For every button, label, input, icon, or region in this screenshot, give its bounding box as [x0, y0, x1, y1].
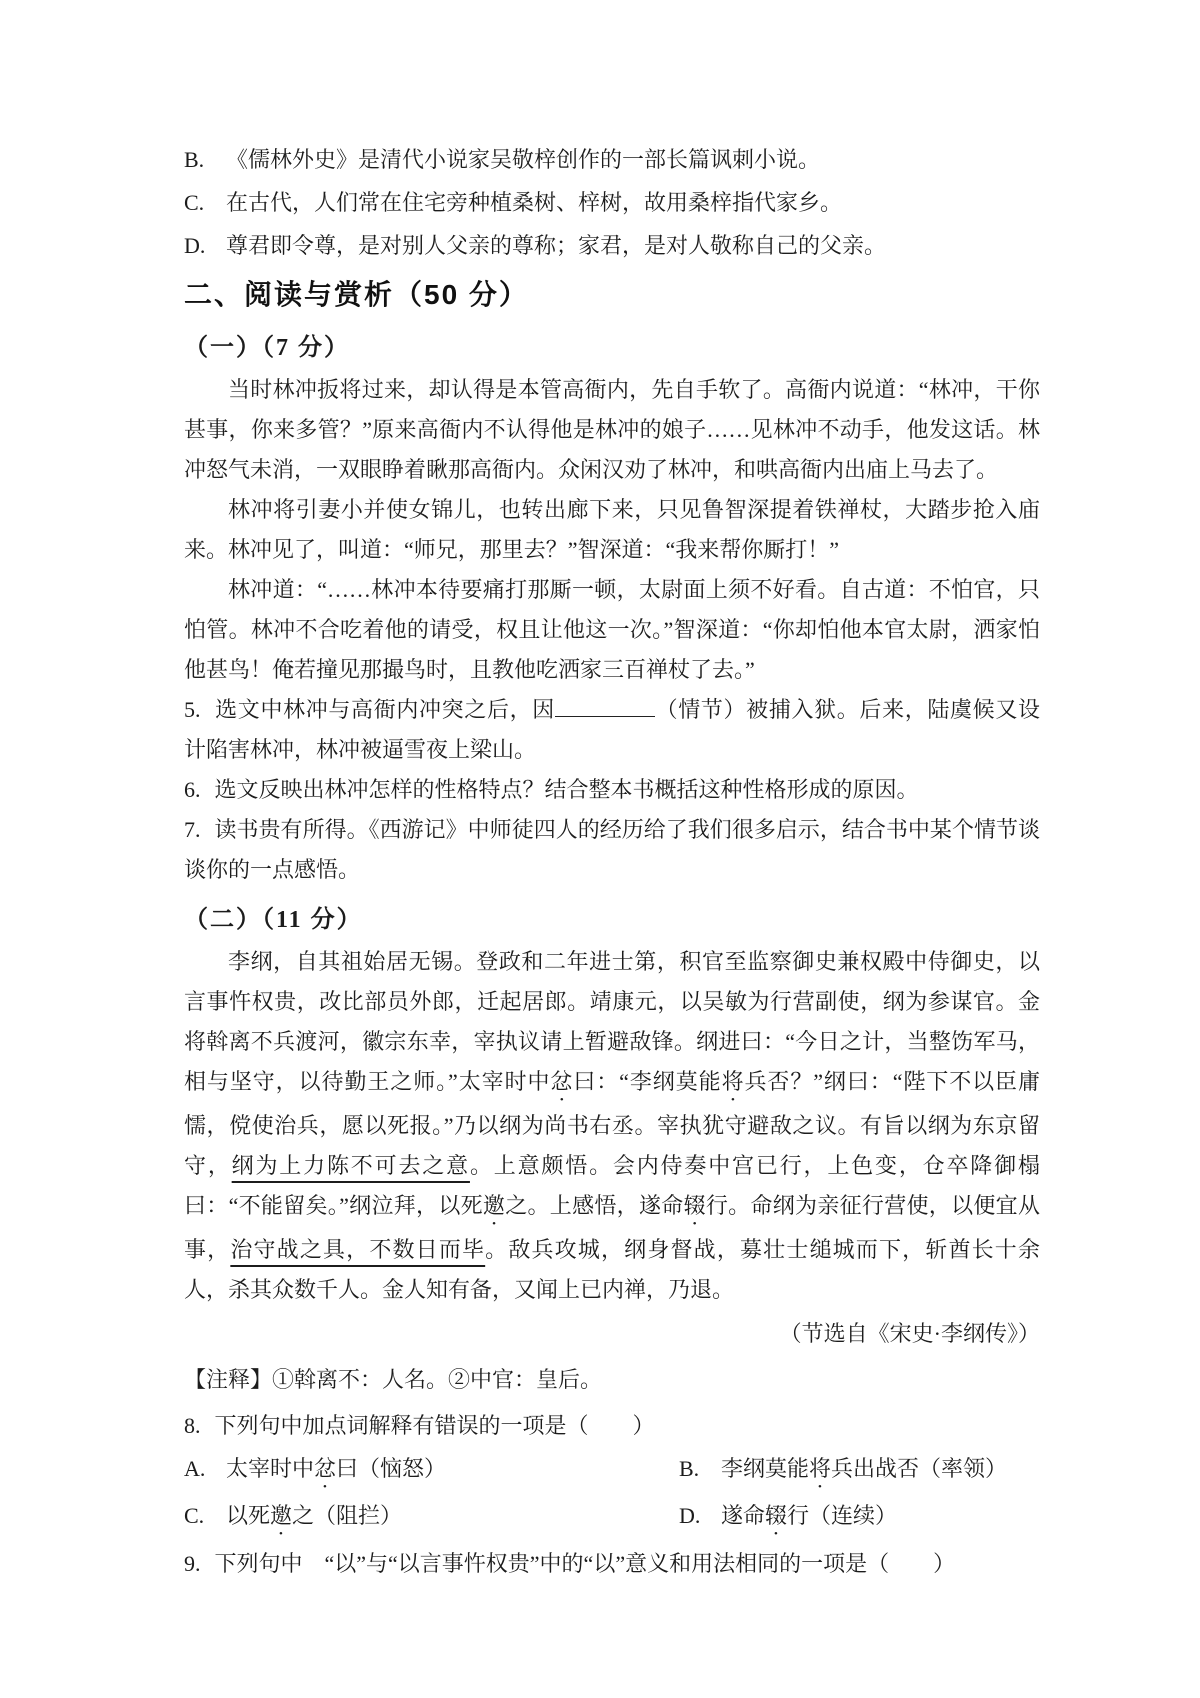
question-9-text: 下列句中 “以”与“以言事忤权贵”中的“以”意义和用法相同的一项是（ ） [214, 1551, 956, 1576]
question-6-number: 6. [184, 777, 201, 802]
question-6 [184, 770, 1040, 810]
question-8-option-d [679, 1496, 1040, 1540]
question-9-number: 9. [184, 1551, 201, 1576]
question-8-option-b [679, 1449, 1040, 1493]
question-8-options [184, 1449, 1040, 1540]
part2-heading: （二）（11 分） [184, 907, 363, 933]
choice-option-d [184, 226, 1040, 266]
question-5-number: 5. [184, 697, 201, 722]
option-letter-d: D. [184, 233, 206, 258]
option-text-d: 尊君即令尊，是对别人父亲的尊称；家君，是对人敬称自己的父亲。 [226, 233, 887, 258]
part2-passage: 李纲，自其祖始居无锡。登政和二年进士第，积官至监察御史兼权殿中侍御史，以言事忤权贵，改比部员外郎，迁起居郎。靖康元，以吴敏为行营副使，纲为参谋官。金将斡离不兵渡河，徽宗东幸，宰执议请上暂避敌锋。纲进曰：“今日之计，当整饬军马，相与坚守，以待勤王之师。”太宰时中忿曰：“李纲莫能将兵否？”纲曰：“陛下不以臣庸懦，傥使治兵，愿以死报。”乃以纲为尚书右丞。宰执犹守避敌之议。有旨以纲为东京留守，纲为上力陈不可去之意。上意颇悟。会内侍奏中宫已行，上色变，仓卒降御榻曰：“不能留矣。”纲泣拜，以死邀之。上感悟，遂命辍行。命纲为亲征行营使，以便宜从事，治守战之具，不数日而毕。敌兵攻城，纲身督战，募壮士缒城而下，斩酋长十余人，杀其众数千人。金人知有备，又闻上已内禅，乃退。 [184, 949, 1040, 1302]
question-9 [184, 1544, 1040, 1584]
option-letter-c: C. [184, 190, 205, 215]
fill-in-blank [555, 694, 655, 717]
q8-option-text-a: 太宰时中忿曰（恼怒） [226, 1456, 447, 1481]
part1-paragraph-2: 林冲将引妻小并使女锦儿，也转出廊下来，只见鲁智深提着铁禅杖，大踏步抢入庙来。林冲见了，叫道：“师兄，那里去？”智深道：“我来帮你厮打！” [184, 497, 1040, 562]
q8-option-text-c: 以死邀之（阻拦） [226, 1503, 403, 1528]
question-6-text: 选文反映出林冲怎样的性格特点？结合整本书概括这种性格形成的原因。 [214, 777, 919, 802]
question-8-number: 8. [184, 1413, 201, 1438]
question-5 [184, 690, 1040, 770]
question-8 [184, 1406, 1040, 1446]
question-7 [184, 810, 1040, 890]
passage-source-citation: （节选自《宋史·李纲传》） [779, 1321, 1040, 1346]
question-7-text: 读书贵有所得。《西游记》中师徒四人的经历给了我们很多启示，结合书中某个情节谈谈你的一点感悟。 [184, 817, 1040, 882]
option-letter-b: B. [184, 147, 205, 172]
part1-heading: （一）（7 分） [184, 335, 350, 361]
choice-option-c [184, 183, 1040, 223]
part1-paragraph-3: 林冲道：“……林冲本待要痛打那厮一顿，太尉面上须不好看。自古道：不怕官，只怕管。林冲不合吃着他的请受，权且让他这一次。”智深道：“你却怕他本官太尉，洒家怕他甚鸟！俺若撞见那撮鸟时，且教他吃洒家三百禅杖了去。” [184, 577, 1040, 682]
option-text-b: 《儒林外史》是清代小说家吴敬梓创作的一部长篇讽刺小说。 [226, 147, 821, 172]
q8-option-letter-b: B. [679, 1456, 700, 1481]
question-8-text: 下列句中加点词解释有错误的一项是（ ） [214, 1413, 655, 1438]
page-content [184, 140, 1040, 1584]
question-5-text: 选文中林冲与高衙内冲突之后，因 （情节）被捕入狱。后来，陆虞候又设计陷害林冲，林冲被逼雪夜上梁山。 [184, 697, 1040, 762]
q8-option-letter-c: C. [184, 1503, 205, 1528]
choice-option-b [184, 140, 1040, 180]
q8-option-letter-d: D. [679, 1503, 701, 1528]
q8-option-text-d: 遂命辍行（连续） [721, 1503, 898, 1528]
option-text-c: 在古代，人们常在住宅旁种植桑树、梓树，故用桑梓指代家乡。 [226, 190, 843, 215]
q8-option-text-b: 李纲莫能将兵出战否（率领） [721, 1456, 1008, 1481]
passage-notes: 【注释】①斡离不：人名。②中官：皇后。 [184, 1367, 603, 1392]
q8-option-letter-a: A. [184, 1456, 206, 1481]
question-7-number: 7. [184, 817, 201, 842]
part1-paragraph-1: 当时林冲扳将过来，却认得是本管高衙内，先自手软了。高衙内说道：“林冲，干你甚事，你来多管？”原来高衙内不认得他是林冲的娘子……见林冲不动手，他发这话。林冲怒气未消，一双眼睁着瞅那高衙内。众闲汉劝了林冲，和哄高衙内出庙上马去了。 [184, 377, 1040, 482]
question-8-option-a [184, 1449, 679, 1493]
question-8-option-c [184, 1496, 679, 1540]
section-title-reading: 二、阅读与赏析（50 分） [184, 279, 529, 310]
